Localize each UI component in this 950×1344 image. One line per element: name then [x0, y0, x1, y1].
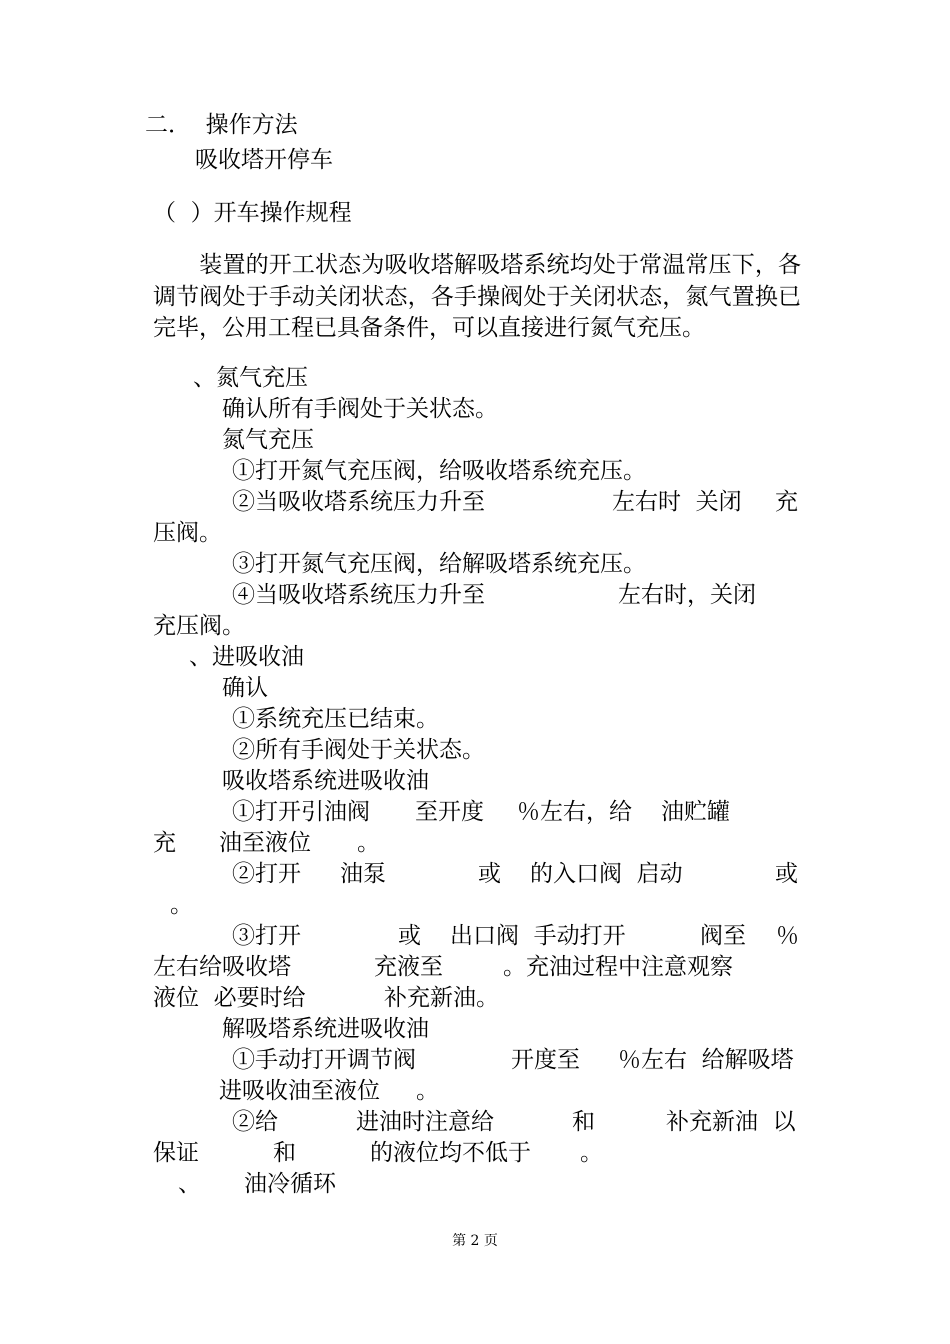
text-fragment: 至开度	[415, 799, 484, 825]
text-line: ②给	[232, 1109, 278, 1135]
text-line: 充压阀。	[153, 613, 245, 639]
sub-heading: （ ）开车操作规程	[153, 200, 352, 226]
page-footer: 第 2 页	[452, 1233, 498, 1249]
text-fragment: 开度至	[511, 1047, 580, 1073]
text-fragment: 油冷循环	[244, 1171, 336, 1197]
text-fragment: 充	[775, 489, 798, 515]
text-fragment: 左右时 关闭	[612, 489, 742, 515]
text-line: 。	[170, 892, 193, 918]
text-fragment: 。	[580, 1140, 603, 1166]
intro-paragraph: 装置的开工状态为吸收塔解吸塔系统均处于常温常压下，各调节阀处于手动关闭状态，各手操阀处于关闭状态，氮气置换已完毕，公用工程已具备条件，可以直接进行氮气充压。	[153, 252, 801, 341]
text-line: 左右给吸收塔	[153, 954, 291, 980]
text-fragment: 左右时，关闭	[618, 582, 756, 608]
text-line: ①手动打开调节阀	[232, 1047, 416, 1073]
text-fragment: 或	[478, 861, 501, 887]
text-line: ①打开氮气充压阀，给吸收塔系统充压。	[232, 458, 646, 484]
text-line: 保证	[153, 1140, 199, 1166]
text-line: 吸收塔系统进吸收油	[222, 768, 429, 794]
text-line: ②所有手阀处于关状态。	[232, 737, 485, 763]
text-fragment: 充液至	[374, 954, 443, 980]
text-fragment: 的入口阀 启动	[530, 861, 683, 887]
text-line: ①系统充压已结束。	[232, 706, 439, 732]
text-fragment: 的液位均不低于	[370, 1140, 531, 1166]
text-line: ③打开氮气充压阀，给解吸塔系统充压。	[232, 551, 646, 577]
text-fragment: 油贮罐	[661, 799, 730, 825]
subtitle: 吸收塔开停车	[195, 147, 333, 173]
text-fragment: 阀至	[700, 923, 746, 949]
text-line: 液位 必要时给	[153, 985, 306, 1011]
text-line: 解吸塔系统进吸收油	[222, 1016, 429, 1042]
text-line: 确认所有手阀处于关状态。	[222, 396, 498, 422]
text-line: ①打开引油阀	[232, 799, 370, 825]
text-fragment: ％左右 给解吸塔	[618, 1047, 794, 1073]
text-fragment: 或	[775, 861, 798, 887]
step-heading-nitrogen: 、氮气充压	[193, 365, 308, 391]
text-fragment: ％左右，给	[517, 799, 632, 825]
text-fragment: ％	[776, 923, 799, 949]
step-heading-cold-circulation: 、	[178, 1171, 201, 1197]
text-fragment: 和	[273, 1140, 296, 1166]
text-fragment: 和	[572, 1109, 595, 1135]
text-fragment: 。	[416, 1078, 439, 1104]
text-line: 压阀。	[153, 520, 222, 546]
text-line: 充	[153, 830, 176, 856]
text-line: ②打开	[232, 861, 301, 887]
text-line: 确认	[222, 675, 268, 701]
text-line: ④当吸收塔系统压力升至	[232, 582, 485, 608]
text-fragment: 进油时注意给	[356, 1109, 494, 1135]
text-fragment: 或	[398, 923, 421, 949]
text-fragment: 。	[357, 830, 380, 856]
text-line: 进吸收油至液位	[219, 1078, 380, 1104]
text-line: 氮气充压	[222, 427, 314, 453]
text-line: ③打开	[232, 923, 301, 949]
text-fragment: 。充油过程中注意观察	[503, 954, 733, 980]
text-line: ②当吸收塔系统压力升至	[232, 489, 485, 515]
text-fragment: 油泵	[340, 861, 386, 887]
section-title: 二． 操作方法	[145, 112, 298, 138]
text-fragment: 油至液位	[219, 830, 311, 856]
text-fragment: 出口阀 手动打开	[450, 923, 626, 949]
text-fragment: 补充新油 以	[666, 1109, 796, 1135]
text-fragment: 补充新油。	[384, 985, 499, 1011]
step-heading-oil-intake: 、进吸收油	[189, 644, 304, 670]
